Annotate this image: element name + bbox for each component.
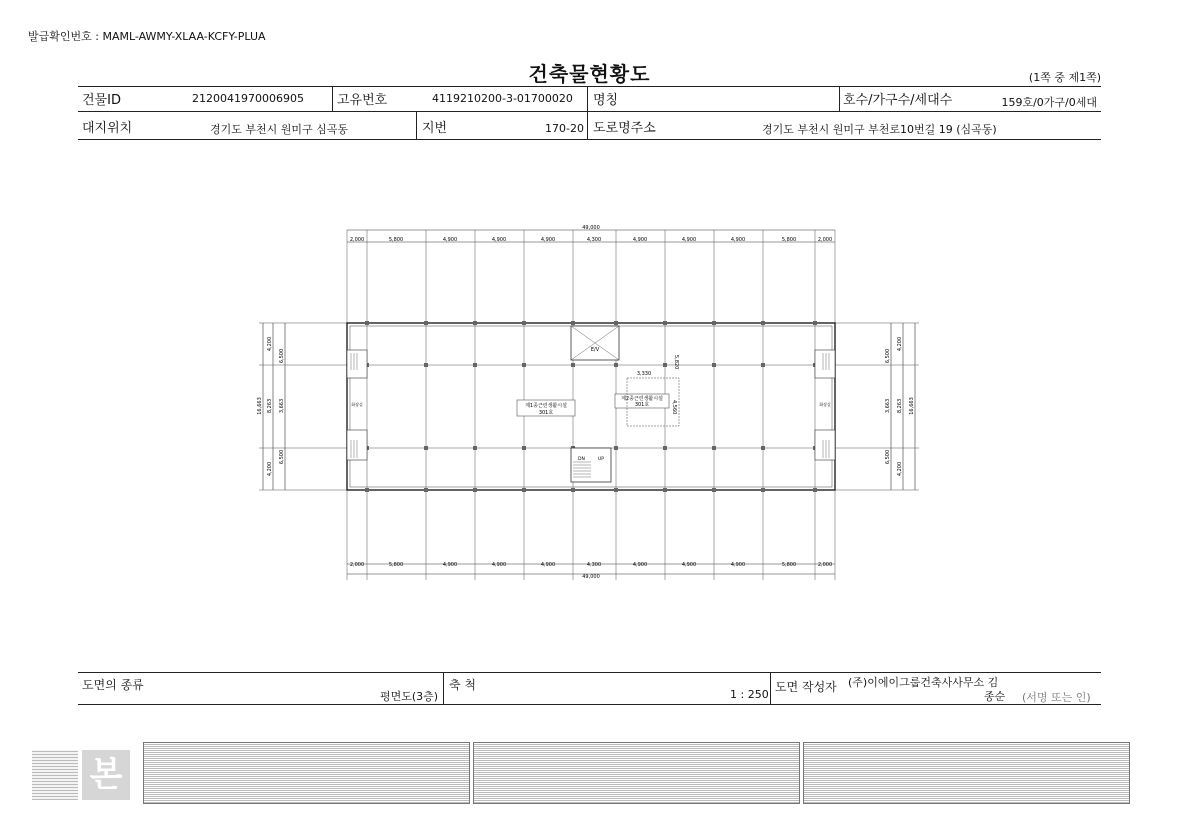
author-value-line-1: (주)이에이그룹건축사사무소 김: [848, 676, 999, 689]
top-span-dimension: 4,900: [632, 237, 648, 243]
right-restroom-label: 화장실: [819, 402, 831, 407]
top-span-dimension: 2,000: [817, 237, 833, 243]
site-location-label: 대지위치: [82, 121, 133, 136]
security-pattern-strip: [143, 742, 470, 804]
copy-watermark: [32, 750, 132, 802]
stair-dn-label: DN: [578, 457, 585, 462]
top-span-dimension: 4,900: [730, 237, 746, 243]
bottom-span-dimension: 5,800: [388, 562, 404, 568]
top-span-dimension: 5,800: [781, 237, 797, 243]
footer-table-bottom-border: [78, 704, 1101, 705]
bottom-span-dimension: 2,000: [817, 562, 833, 568]
author-label: 도면 작성자: [775, 680, 837, 694]
right-outer-dimension: 4,200: [897, 461, 903, 477]
left-total-dimension: 16,663: [257, 397, 263, 415]
bottom-total-dimension: 49,000: [582, 574, 600, 580]
security-pattern-strip: [803, 742, 1130, 804]
dimension-4560: 4,560: [671, 400, 677, 415]
lot-number-label: 지번: [422, 121, 448, 136]
author-value-line-2: 종순: [984, 690, 1006, 703]
copy-watermark-pattern: [32, 750, 78, 800]
left-inner-dimension: 3,663: [279, 398, 285, 414]
room-2-name: 제2종근린생활시설: [621, 396, 663, 402]
left-outer-dimension: 4,200: [267, 336, 273, 352]
top-span-dimension: 4,900: [491, 237, 507, 243]
info-table-top-border: [78, 86, 1101, 87]
left-outer-dimension: 4,200: [267, 461, 273, 477]
units-value: 159호/0가구/0세대: [1001, 96, 1097, 109]
top-span-dimension: 5,800: [388, 237, 404, 243]
building-id-label: 건물ID: [82, 93, 121, 108]
info-divider: [416, 111, 417, 139]
info-divider: [587, 86, 588, 111]
top-span-dimension: 4,900: [442, 237, 458, 243]
right-upper-stair: [815, 350, 835, 378]
right-outer-dimension: 8,263: [897, 398, 903, 414]
scale-label: 축 척: [449, 678, 476, 692]
road-address-label: 도로명주소: [593, 121, 656, 136]
right-inner-dimension: 6,500: [885, 348, 891, 364]
bottom-span-dimension: 4,900: [730, 562, 746, 568]
info-divider: [839, 86, 840, 111]
floor-plan-drawing: [255, 220, 935, 590]
dimension-3330: 3,330: [636, 371, 652, 377]
bottom-span-dimension: 4,900: [491, 562, 507, 568]
room-1-name: 제1종근린생활시설: [525, 403, 567, 409]
left-inner-dimension: 6,500: [279, 449, 285, 465]
elevator-label: E/V: [590, 347, 600, 353]
document-title: 건축물현황도: [528, 62, 651, 86]
bottom-span-dimension: 2,000: [349, 562, 365, 568]
footer-divider: [443, 672, 444, 704]
building-id-value: 2120041970006905: [192, 92, 304, 105]
dimension-5820: 5,820: [673, 355, 679, 370]
site-location-value: 경기도 부천시 원미구 심곡동: [210, 123, 349, 136]
road-address-value: 경기도 부천시 원미구 부천로10번길 19 (심곡동): [762, 123, 997, 136]
left-inner-dimension: 6,500: [279, 348, 285, 364]
bottom-span-dimension: 4,900: [632, 562, 648, 568]
footer-table-top-border: [78, 672, 1101, 673]
scale-value: 1 : 250: [730, 688, 769, 701]
top-span-dimension: 4,900: [681, 237, 697, 243]
copy-watermark-text: 본: [82, 750, 130, 800]
bottom-span-dimension: 4,900: [442, 562, 458, 568]
signature-label: (서명 또는 인): [1022, 691, 1091, 704]
top-span-dimension: 2,000: [349, 237, 365, 243]
right-total-dimension: 16,663: [909, 397, 915, 415]
bottom-span-dimension: 4,900: [681, 562, 697, 568]
room-1-number: 301호: [538, 410, 554, 416]
top-span-dimension: 4,900: [540, 237, 556, 243]
building-name-label: 명칭: [593, 93, 619, 108]
bottom-span-dimension: 5,800: [781, 562, 797, 568]
stair-up-label: UP: [598, 457, 605, 462]
issue-confirmation-number: 발급확인번호 : MAML-AWMY-XLAA-KCFY-PLUA: [28, 30, 266, 43]
bottom-span-dimension: 4,900: [540, 562, 556, 568]
footer-divider: [770, 672, 771, 704]
top-span-dimension: 4,300: [586, 237, 602, 243]
units-label: 호수/가구수/세대수: [843, 93, 953, 108]
info-divider: [332, 86, 333, 111]
security-pattern-strip: [473, 742, 800, 804]
room-2-number: 301호: [634, 402, 650, 408]
left-outer-dimension: 8,263: [267, 398, 273, 414]
right-outer-dimension: 4,200: [897, 336, 903, 352]
right-lower-stair: [815, 430, 835, 460]
bottom-span-dimension: 4,300: [586, 562, 602, 568]
info-divider: [587, 111, 588, 139]
unique-number-label: 고유번호: [337, 93, 388, 108]
left-restroom-label: 화장실: [351, 402, 363, 407]
lot-number-value: 170-20: [545, 122, 584, 135]
right-inner-dimension: 3,663: [885, 398, 891, 414]
unique-number-value: 4119210200-3-01700020: [432, 92, 573, 105]
info-table-middle-border: [78, 111, 1101, 112]
right-inner-dimension: 6,500: [885, 449, 891, 465]
drawing-type-label: 도면의 종류: [82, 678, 144, 692]
info-table-bottom-border: [78, 139, 1101, 140]
page-info: (1쪽 중 제1쪽): [1028, 71, 1101, 84]
drawing-type-value: 평면도(3층): [380, 690, 439, 703]
top-total-dimension: 49,000: [582, 225, 600, 231]
